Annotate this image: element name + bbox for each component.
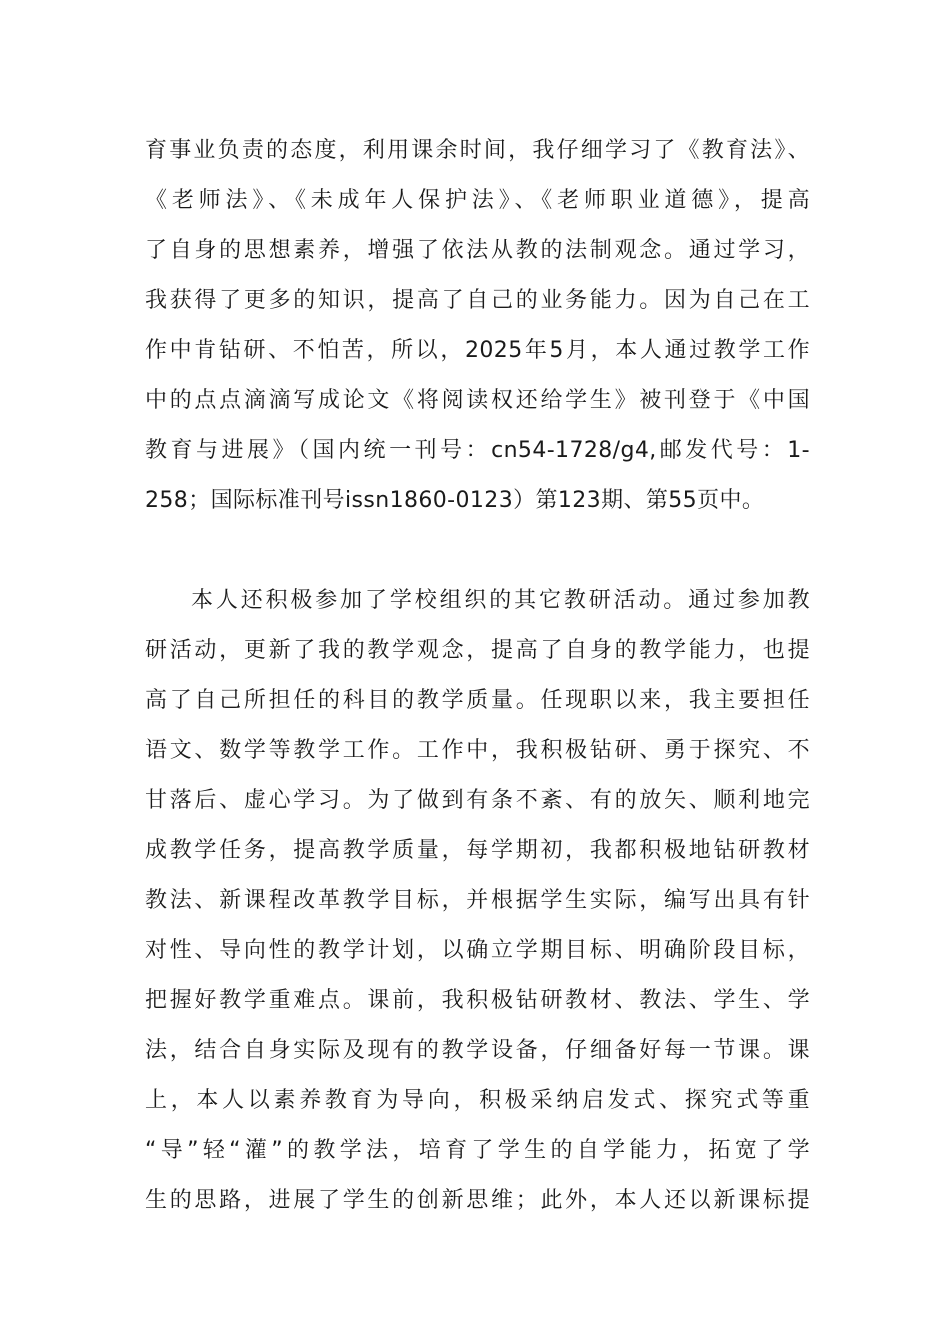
text-line: 教法、新课程改革教学目标，并根据学生实际，编写出具有针 [145, 888, 810, 913]
text-line: 语文、数学等教学工作。工作中，我积极钻研、勇于探究、不 [145, 738, 810, 763]
text-line: 本人还积极参加了学校组织的其它教研活动。通过参加教 [191, 588, 810, 613]
text-line: 上，本人以素养教育为导向，积极采纳启发式、探究式等重 [145, 1088, 810, 1113]
text-line: 研活动，更新了我的教学观念，提高了自身的教学能力，也提 [145, 638, 810, 663]
text-line: 育事业负责的态度，利用课余时间，我仔细学习了《教育法》、 [145, 138, 810, 163]
text-line: 258；国际标准刊号issn1860-0123）第123期、第55页中。 [145, 488, 765, 513]
text-line: 把握好教学重难点。课前，我积极钻研教材、教法、学生、学 [145, 988, 810, 1013]
text-line: 甘落后、虚心学习。为了做到有条不紊、有的放矢、顺利地完 [145, 788, 810, 813]
text-line: 高了自己所担任的科目的教学质量。任现职以来，我主要担任 [145, 688, 810, 713]
text-line: 对性、导向性的教学计划，以确立学期目标、明确阶段目标， [145, 938, 810, 963]
text-line: 我获得了更多的知识，提高了自己的业务能力。因为自己在工 [145, 288, 810, 313]
text-line: 生的思路，进展了学生的创新思维；此外，本人还以新课标提 [145, 1188, 810, 1213]
text-line: 法，结合自身实际及现有的教学设备，仔细备好每一节课。课 [145, 1038, 810, 1063]
paragraph-1 [145, 126, 810, 526]
text-line: 《老师法》、《未成年人保护法》、《老师职业道德》，提高 [145, 188, 810, 213]
text-line: 了自身的思想素养，增强了依法从教的法制观念。通过学习， [145, 238, 810, 263]
text-line: 中的点点滴滴写成论文《将阅读权还给学生》被刊登于《中国 [145, 388, 810, 413]
text-line: “导”轻“灌”的教学法，培育了学生的自学能力，拓宽了学 [145, 1138, 810, 1163]
text-line: 教育与进展》（国内统一刊号：cn54-1728/g4,邮发代号：1- [145, 438, 810, 463]
text-line: 作中肯钻研、不怕苦，所以，2025年5月，本人通过教学工作 [145, 338, 810, 363]
paragraph-2 [145, 576, 810, 1226]
text-line: 成教学任务，提高教学质量，每学期初，我都积极地钻研教材 [145, 838, 810, 863]
